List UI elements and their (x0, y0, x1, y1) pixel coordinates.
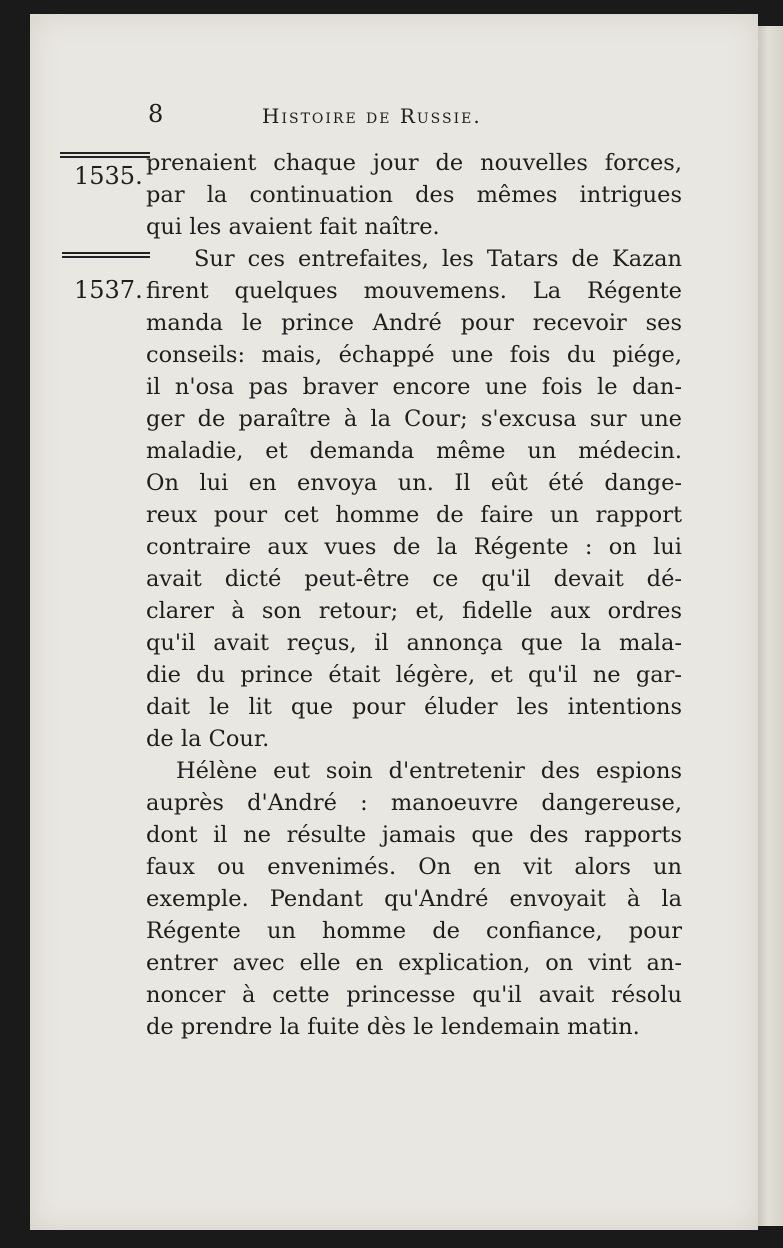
text-line: On lui en envoya un. Il eût été dange- (146, 470, 682, 496)
text-line: par la continuation des mêmes intrigues (146, 182, 682, 208)
margin-date-1535: 1535. (74, 162, 143, 190)
body-text (146, 147, 682, 1043)
text-line: exemple. Pendant qu'André envoyait à la (146, 886, 682, 912)
page-number: 8 (148, 100, 164, 128)
text-line: Régente un homme de confiance, pour (146, 918, 682, 944)
text-line: conseils: mais, échappé une fois du piége, (146, 342, 682, 368)
text-line: firent quelques mouvemens. La Régente (146, 278, 682, 304)
text-line: il n'osa pas braver encore une fois le dan- (146, 374, 682, 400)
text-line: clarer à son retour; et, fidelle aux ordres (146, 598, 682, 624)
text-line: manda le prince André pour recevoir ses (146, 310, 682, 336)
text-line: qui les avaient fait naître. (146, 214, 440, 240)
text-line: avait dicté peut-être ce qu'il devait dé- (146, 566, 682, 592)
margin-date-1537: 1537. (74, 276, 143, 304)
text-line: ger de paraître à la Cour; s'excusa sur une (146, 406, 682, 432)
text-line: reux pour cet homme de faire un rapport (146, 502, 682, 528)
text-line: maladie, et demanda même un médecin. (146, 438, 682, 464)
text-line: prenaient chaque jour de nouvelles forces, (146, 150, 682, 176)
text-line: contraire aux vues de la Régente : on lui (146, 534, 682, 560)
adjacent-page-edge (758, 26, 783, 1226)
paragraph-start-line: Hélène eut soin d'entretenir des espions (176, 758, 682, 784)
running-title: Histoire de Russie. (262, 104, 482, 128)
margin-rule-1537 (62, 252, 150, 258)
text-line: de prendre la fuite dès le lendemain matin. (146, 1014, 640, 1040)
text-line: dait le lit que pour éluder les intentions (146, 694, 682, 720)
book-page (30, 14, 758, 1230)
text-line: faux ou envenimés. On en vit alors un (146, 854, 682, 880)
text-line: dont il ne résulte jamais que des rapports (146, 822, 682, 848)
text-line: qu'il avait reçus, il annonça que la mala- (146, 630, 682, 656)
text-line: die du prince était légère, et qu'il ne gar- (146, 662, 682, 688)
margin-rule-1535 (60, 152, 150, 158)
text-line: entrer avec elle en explication, on vint an- (146, 950, 682, 976)
page-header (30, 100, 758, 136)
text-line: auprès d'André : manoeuvre dangereuse, (146, 790, 682, 816)
text-line: de la Cour. (146, 726, 270, 752)
text-line: noncer à cette princesse qu'il avait résolu (146, 982, 682, 1008)
paragraph-start-line: Sur ces entrefaites, les Tatars de Kazan (194, 246, 682, 272)
